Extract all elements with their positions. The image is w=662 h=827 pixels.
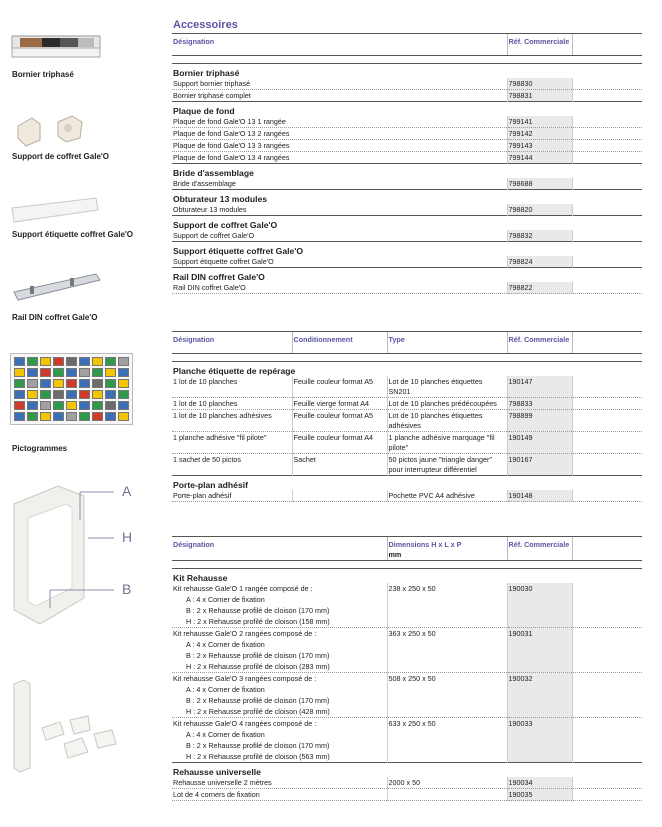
ref-cell: 798830 (507, 78, 572, 90)
section-header (172, 569, 642, 584)
col-conditionnement: Conditionnement (292, 332, 387, 354)
kit-item-cell: A : 4 x Corner de fixation (186, 730, 265, 739)
dimensions-cell: 508 x 250 x 50 (387, 673, 507, 685)
ref-cell: 798833 (507, 398, 572, 410)
letter-b: B (122, 581, 132, 597)
ref-cell: 190149 (507, 432, 572, 454)
type-cell: Lot de 10 planches étiquettes adhésives (387, 410, 507, 432)
support-etiquette-image (10, 194, 105, 228)
empty-cell (387, 616, 507, 628)
designation-cell: 1 sachet de 50 pictos (172, 454, 292, 476)
table-row (172, 410, 642, 432)
table-row (172, 78, 642, 90)
empty-cell (572, 661, 642, 673)
etiquette-label: Support étiquette coffret Gale'O (12, 230, 134, 239)
ref-cell: 190031 (507, 628, 572, 640)
designation-cell: Plaque de fond Gale'O 13 3 rangées (172, 140, 507, 152)
table-row (172, 178, 642, 190)
empty-cell (572, 152, 642, 164)
section-title: Planche étiquette de repérage (172, 362, 642, 377)
section-header (172, 476, 642, 491)
kit-item-cell: B : 2 x Rehausse profilé de cloison (170 mm) (186, 696, 330, 705)
section-header (172, 362, 642, 377)
kit-item-row (172, 740, 642, 751)
empty-cell (572, 230, 642, 242)
empty-cell (572, 628, 642, 640)
kit-item-cell: H : 2 x Rehausse profilé de cloison (428 mm) (172, 706, 387, 718)
section-title: Support de coffret Gale'O (172, 216, 642, 231)
kit-item-cell: H : 2 x Rehausse profilé de cloison (283 mm) (172, 661, 387, 673)
table-row (172, 789, 642, 801)
empty-cell (387, 751, 507, 763)
ref-cell (507, 751, 572, 763)
col-type: Type (387, 332, 507, 354)
empty-cell (387, 605, 507, 616)
dimensions-cell: 363 x 250 x 50 (387, 628, 507, 640)
empty-cell (572, 78, 642, 90)
ref-cell: 798832 (507, 230, 572, 242)
product-images-column (0, 0, 165, 827)
col-ref: Réf. Commerciale (507, 332, 572, 354)
empty-cell (572, 140, 642, 152)
conditionnement-cell: Feuille couleur format A5 (292, 376, 387, 398)
empty-cell (572, 490, 642, 502)
table-row (172, 454, 642, 476)
empty-cell (572, 695, 642, 706)
ref-cell: 190030 (507, 583, 572, 594)
table-row (172, 230, 642, 242)
type-cell: 50 pictos jaune "triangle danger" pour interrupteur différentiel (387, 454, 507, 476)
ref-cell: 799143 (507, 140, 572, 152)
ref-cell (507, 616, 572, 628)
kit-item-cell: A : 4 x Corner de fixation (186, 640, 265, 649)
ref-cell (507, 661, 572, 673)
kit-item-row (172, 639, 642, 650)
empty-cell (572, 410, 642, 432)
table-row (172, 116, 642, 128)
ref-cell: 799144 (507, 152, 572, 164)
empty-cell (572, 583, 642, 594)
designation-cell: Support de coffret Gale'O (172, 230, 507, 242)
empty-cell (387, 650, 507, 661)
empty-cell (572, 90, 642, 102)
empty-cell (572, 605, 642, 616)
designation-cell: Rehausse universelle 2 mètres (172, 777, 387, 789)
section-header (172, 216, 642, 231)
designation-cell: Lot de 4 corners de fixation (172, 789, 387, 801)
table-row (172, 490, 642, 502)
ref-cell (507, 684, 572, 695)
table-row (172, 376, 642, 398)
section-title: Porte-plan adhésif (172, 476, 642, 491)
kit-item-cell: B : 2 x Rehausse profilé de cloison (170 mm) (186, 606, 330, 615)
dimensions-cell: 633 x 250 x 50 (387, 718, 507, 730)
section-title: Bornier triphasé (172, 64, 642, 79)
kit-item-cell: B : 2 x Rehausse profilé de cloison (170 mm) (186, 741, 330, 750)
ref-cell: 798831 (507, 90, 572, 102)
col-ref: Réf. Commerciale (507, 34, 572, 56)
designation-cell: Support bornier triphasé (172, 78, 507, 90)
designation-cell: Rail DIN coffret Gale'O (172, 282, 507, 294)
designation-cell: Kit rehausse Gale'O 2 rangées composé de : (173, 629, 317, 638)
empty-cell (572, 673, 642, 685)
table-row (172, 128, 642, 140)
ref-cell (507, 639, 572, 650)
ref-cell: 190033 (507, 718, 572, 730)
type-cell: Lot de 10 planches étiquettes SN201 (387, 376, 507, 398)
rehausse-universelle-image (8, 676, 123, 776)
ref-cell: 798824 (507, 256, 572, 268)
ref-cell: 799141 (507, 116, 572, 128)
support-coffret-image (10, 108, 105, 150)
ref-cell: 798820 (507, 204, 572, 216)
section-header (172, 164, 642, 179)
table-row (172, 90, 642, 102)
pictogrammes-image (10, 353, 133, 425)
type-cell: Pochette PVC A4 adhésive (387, 490, 507, 502)
empty-cell (572, 718, 642, 730)
section-title: Support étiquette coffret Gale'O (172, 242, 642, 257)
empty-cell (572, 282, 642, 294)
designation-cell: Plaque de fond Gale'O 13 1 rangée (172, 116, 507, 128)
ref-cell: 799142 (507, 128, 572, 140)
designation-cell: Plaque de fond Gale'O 13 2 rangées (172, 128, 507, 140)
kit-item-row (172, 661, 642, 673)
designation-cell: 1 lot de 10 planches adhésives (172, 410, 292, 432)
empty-cell (572, 256, 642, 268)
type-cell: 1 planche adhésive marquage "fil pilote" (387, 432, 507, 454)
table-row (172, 282, 642, 294)
conditionnement-cell: Feuille couleur format A4 (292, 432, 387, 454)
table-row (172, 628, 642, 640)
planches-table (172, 331, 642, 502)
designation-cell: 1 lot de 10 planches (172, 376, 292, 398)
col-ref: Réf. Commerciale (507, 537, 572, 561)
empty-cell (572, 777, 642, 789)
rail-label: Rail DIN coffret Gale'O (12, 313, 98, 322)
ref-cell (507, 695, 572, 706)
ref-cell (507, 706, 572, 718)
empty-cell (387, 706, 507, 718)
kit-item-row (172, 650, 642, 661)
designation-cell: Kit rehausse Gale'O 3 rangées composé de : (173, 674, 317, 683)
dimensions-cell: 2000 x 50 (387, 777, 507, 789)
designation-cell: 1 lot de 10 planches (172, 398, 292, 410)
kit-rehausse-diagram (6, 478, 151, 636)
designation-cell: Bornier triphasé complet (172, 90, 507, 102)
kit-item-cell: B : 2 x Rehausse profilé de cloison (170 mm) (186, 651, 330, 660)
table-row (172, 398, 642, 410)
table-row (172, 718, 642, 730)
table-row (172, 152, 642, 164)
section-header (172, 102, 642, 117)
col-designation: Désignation (172, 332, 292, 354)
kit-item-cell: A : 4 x Corner de fixation (186, 685, 265, 694)
type-cell: Lot de 10 planches prédécoupées (387, 398, 507, 410)
dimensions-cell: 238 x 250 x 50 (387, 583, 507, 594)
empty-cell (572, 650, 642, 661)
designation-cell: Porte-plan adhésif (172, 490, 292, 502)
empty-cell (572, 204, 642, 216)
section-title: Bride d'assemblage (172, 164, 642, 179)
conditionnement-cell: Feuille vierge format A4 (292, 398, 387, 410)
empty-cell (572, 594, 642, 605)
empty-cell (572, 432, 642, 454)
section-title: Kit Rehausse (172, 569, 642, 584)
kit-item-cell: A : 4 x Corner de fixation (186, 595, 265, 604)
support-label: Support de coffret Gale'O (12, 152, 110, 161)
table-row (172, 256, 642, 268)
table-row (172, 140, 642, 152)
section-title: Obturateur 13 modules (172, 190, 642, 205)
kit-item-row (172, 616, 642, 628)
empty-cell (572, 751, 642, 763)
empty-cell (387, 684, 507, 695)
letter-h: H (122, 529, 133, 545)
ref-cell: 190035 (507, 789, 572, 801)
table-row (172, 432, 642, 454)
col-dimensions: Dimensions H x L x P mm (387, 537, 507, 561)
empty-cell (572, 376, 642, 398)
ref-cell (507, 729, 572, 740)
empty-cell (572, 616, 642, 628)
section-title: Rehausse universelle (172, 763, 642, 778)
section-header (172, 64, 642, 79)
ref-cell: 798822 (507, 282, 572, 294)
section-title: Plaque de fond (172, 102, 642, 117)
section-header (172, 190, 642, 205)
letter-a: A (122, 483, 132, 499)
picto-label: Pictogrammes (12, 444, 68, 453)
empty-cell (572, 740, 642, 751)
table-row (172, 777, 642, 789)
kit-item-row (172, 594, 642, 605)
ref-cell: 798688 (507, 178, 572, 190)
bornier-label: Bornier triphasé (12, 70, 74, 79)
kit-item-row (172, 695, 642, 706)
section-title: Rail DIN coffret Gale'O (172, 268, 642, 283)
ref-cell (507, 650, 572, 661)
conditionnement-cell: Feuille couleur format A5 (292, 410, 387, 432)
col-designation: Désignation (172, 537, 387, 561)
empty-cell (572, 729, 642, 740)
conditionnement-cell (292, 490, 387, 502)
ref-cell: 190167 (507, 454, 572, 476)
bornier-triphase-image (10, 30, 105, 70)
kit-item-row (172, 729, 642, 740)
empty-cell (387, 639, 507, 650)
kit-item-row (172, 751, 642, 763)
empty-cell (387, 695, 507, 706)
section-header (172, 242, 642, 257)
kit-item-cell: H : 2 x Rehausse profilé de cloison (563 mm) (172, 751, 387, 763)
empty-cell (572, 116, 642, 128)
empty-cell (572, 639, 642, 650)
designation-cell: Bride d'assemblage (172, 178, 507, 190)
ref-cell: 798899 (507, 410, 572, 432)
rehausse-table (172, 536, 642, 801)
empty-cell (387, 661, 507, 673)
designation-cell: 1 planche adhésive "fil pilote" (172, 432, 292, 454)
ref-cell (507, 605, 572, 616)
empty-cell (572, 706, 642, 718)
accessoires-title: Accessoires (173, 19, 238, 31)
table-row (172, 583, 642, 594)
empty-cell (572, 128, 642, 140)
kit-item-row (172, 706, 642, 718)
designation-cell: Plaque de fond Gale'O 13 4 rangées (172, 152, 507, 164)
dimensions-cell (387, 789, 507, 801)
empty-cell (572, 454, 642, 476)
ref-cell (507, 594, 572, 605)
empty-cell (572, 684, 642, 695)
conditionnement-cell: Sachet (292, 454, 387, 476)
designation-cell: Support étiquette coffret Gale'O (172, 256, 507, 268)
empty-cell (387, 729, 507, 740)
section-header (172, 268, 642, 283)
ref-cell: 190034 (507, 777, 572, 789)
section-header (172, 763, 642, 778)
table-row (172, 204, 642, 216)
col-designation: Désignation (172, 34, 507, 56)
designation-cell: Kit rehausse Gale'O 1 rangée composé de : (173, 584, 313, 593)
rail-din-image (10, 268, 105, 308)
kit-item-row (172, 684, 642, 695)
unit-mm: mm (388, 550, 402, 559)
accessoires-table (172, 33, 642, 294)
ref-cell: 190032 (507, 673, 572, 685)
ref-cell: 190148 (507, 490, 572, 502)
designation-cell: Obturateur 13 modules (172, 204, 507, 216)
kit-item-cell: H : 2 x Rehausse profilé de cloison (158 mm) (172, 616, 387, 628)
designation-cell: Kit rehausse Gale'O 4 rangées composé de : (173, 719, 317, 728)
ref-cell: 190147 (507, 376, 572, 398)
empty-cell (572, 178, 642, 190)
empty-cell (572, 789, 642, 801)
ref-cell (507, 740, 572, 751)
table-row (172, 673, 642, 685)
empty-cell (387, 594, 507, 605)
kit-item-row (172, 605, 642, 616)
empty-cell (387, 740, 507, 751)
empty-cell (572, 398, 642, 410)
